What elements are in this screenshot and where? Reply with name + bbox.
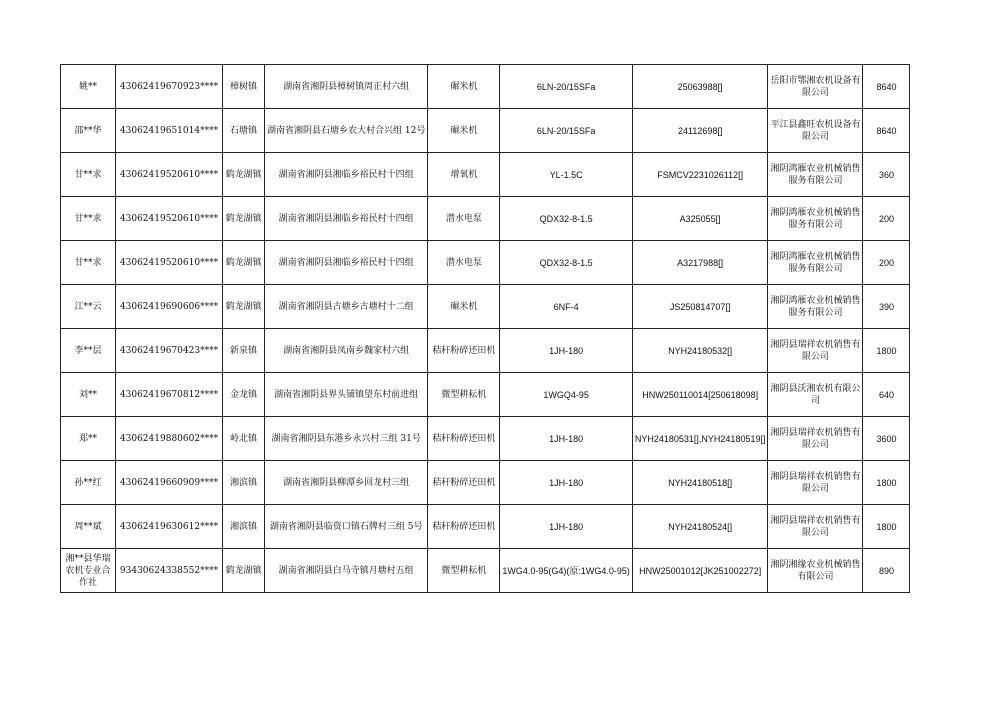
table-row: [61, 549, 910, 593]
cell-model: 1JH-180: [500, 461, 633, 505]
cell-id-number: 43062419670812****: [116, 373, 223, 417]
table-row: [61, 461, 910, 505]
cell-id-number: 43062419520610****: [116, 197, 223, 241]
cell-serial: HNW250110014[250618098]: [632, 373, 768, 417]
cell-dealer: 岳阳市鄂湘农机设备有限公司: [768, 65, 863, 109]
cell-amount: 200: [863, 197, 910, 241]
cell-id-number: 43062419690606****: [116, 285, 223, 329]
cell-address: 湖南省湘阴县湘临乡裕民村十四组: [265, 241, 428, 285]
cell-serial: 24112698[]: [632, 109, 768, 153]
cell-name: 江**云: [61, 285, 116, 329]
table-row: [61, 285, 910, 329]
cell-town: 鹤龙湖镇: [223, 153, 265, 197]
cell-serial: NYH24180524[]: [632, 505, 768, 549]
cell-machine-type: 秸秆粉碎还田机: [428, 329, 500, 373]
cell-id-number: 93430624338552****: [116, 549, 223, 593]
cell-address: 湖南省湘阴县白马寺镇月塘村五组: [265, 549, 428, 593]
cell-machine-type: 碾米机: [428, 65, 500, 109]
cell-town: 湘滨镇: [223, 505, 265, 549]
cell-town: 湘滨镇: [223, 461, 265, 505]
cell-serial: NYH24180531[],NYH24180519[]: [632, 417, 768, 461]
cell-town: 鹤龙湖镇: [223, 549, 265, 593]
table-row: [61, 197, 910, 241]
cell-model: QDX32-8-1.5: [500, 241, 633, 285]
cell-serial: HNW25001012[JK251002272]: [632, 549, 768, 593]
cell-model: 1JH-180: [500, 329, 633, 373]
cell-serial: A3217988[]: [632, 241, 768, 285]
cell-town: 新泉镇: [223, 329, 265, 373]
cell-id-number: 43062419880602****: [116, 417, 223, 461]
cell-dealer: 湘阴鸿雁农业机械销售服务有限公司: [768, 285, 863, 329]
cell-model: 6NF-4: [500, 285, 633, 329]
cell-model: 1WGQ4-95: [500, 373, 633, 417]
cell-town: 鹤龙湖镇: [223, 241, 265, 285]
cell-machine-type: 碾米机: [428, 109, 500, 153]
cell-address: 湖南省湘阴县湘临乡裕民村十四组: [265, 197, 428, 241]
cell-address: 湖南省湘阴县石塘乡农大村合兴组 12号: [265, 109, 428, 153]
cell-machine-type: 微型耕耘机: [428, 549, 500, 593]
cell-serial: A325055[]: [632, 197, 768, 241]
cell-dealer: 湘阴鸿雁农业机械销售服务有限公司: [768, 153, 863, 197]
cell-serial: 25063988[]: [632, 65, 768, 109]
cell-amount: 1800: [863, 505, 910, 549]
cell-dealer: 湘阴县瑞祥农机销售有限公司: [768, 505, 863, 549]
cell-address: 湖南省湘阴县界头铺镇望东村前进组: [265, 373, 428, 417]
cell-name: 姚**: [61, 65, 116, 109]
cell-machine-type: 潜水电泵: [428, 241, 500, 285]
cell-model: 6LN-20/15SFa: [500, 65, 633, 109]
cell-machine-type: 秸秆粉碎还田机: [428, 505, 500, 549]
cell-id-number: 43062419670423****: [116, 329, 223, 373]
cell-model: 6LN-20/15SFa: [500, 109, 633, 153]
cell-name: 孙**红: [61, 461, 116, 505]
cell-machine-type: 碾米机: [428, 285, 500, 329]
cell-address: 湖南省湘阴县东港乡永兴村三组 31号: [265, 417, 428, 461]
cell-amount: 8640: [863, 65, 910, 109]
cell-dealer: 湘阴湘缘农业机械销售有限公司: [768, 549, 863, 593]
cell-address: 湖南省湘阴县柳潭乡回龙村三组: [265, 461, 428, 505]
cell-name: 甘**求: [61, 241, 116, 285]
cell-address: 湖南省湘阴县古塘乡古塘村十二组: [265, 285, 428, 329]
cell-machine-type: 增氧机: [428, 153, 500, 197]
cell-town: 鹤龙湖镇: [223, 197, 265, 241]
cell-serial: NYH24180518[]: [632, 461, 768, 505]
cell-name: 刘**: [61, 373, 116, 417]
table-row: [61, 505, 910, 549]
cell-address: 湖南省湘阴县樟树镇周正村六组: [265, 65, 428, 109]
cell-model: QDX32-8-1.5: [500, 197, 633, 241]
cell-address: 湖南省湘阴县凤南乡魏家村六组: [265, 329, 428, 373]
cell-id-number: 43062419520610****: [116, 153, 223, 197]
cell-id-number: 43062419651014****: [116, 109, 223, 153]
cell-id-number: 43062419520610****: [116, 241, 223, 285]
cell-town: 石塘镇: [223, 109, 265, 153]
cell-address: 湖南省湘阴县临资口镇石牌村三组 5号: [265, 505, 428, 549]
cell-id-number: 43062419670923****: [116, 65, 223, 109]
cell-town: 金龙镇: [223, 373, 265, 417]
cell-amount: 360: [863, 153, 910, 197]
cell-id-number: 43062419630612****: [116, 505, 223, 549]
table-row: [61, 65, 910, 109]
cell-serial: FSMCV2231026112[]: [632, 153, 768, 197]
cell-name: 甘**求: [61, 197, 116, 241]
table-row: [61, 241, 910, 285]
cell-machine-type: 潜水电泵: [428, 197, 500, 241]
cell-amount: 1800: [863, 329, 910, 373]
cell-name: 甘**求: [61, 153, 116, 197]
table-row: [61, 329, 910, 373]
cell-model: YL-1.5C: [500, 153, 633, 197]
cell-amount: 200: [863, 241, 910, 285]
cell-town: 樟树镇: [223, 65, 265, 109]
cell-address: 湖南省湘阴县湘临乡裕民村十四组: [265, 153, 428, 197]
cell-model: 1WG4.0-95(G4)(原:1WG4.0-95): [500, 549, 633, 593]
cell-machine-type: 秸秆粉碎还田机: [428, 417, 500, 461]
cell-name: 湘**县华瑞农机专业合作社: [61, 549, 116, 593]
table-row: [61, 417, 910, 461]
cell-amount: 890: [863, 549, 910, 593]
cell-machine-type: 秸秆粉碎还田机: [428, 461, 500, 505]
table-row: [61, 153, 910, 197]
cell-dealer: 湘阴县瑞祥农机销售有限公司: [768, 329, 863, 373]
cell-town: 岭北镇: [223, 417, 265, 461]
cell-dealer: 湘阴县瑞祥农机销售有限公司: [768, 461, 863, 505]
cell-dealer: 湘阴鸿雁农业机械销售服务有限公司: [768, 241, 863, 285]
cell-name: 邵**华: [61, 109, 116, 153]
cell-name: 周**斌: [61, 505, 116, 549]
cell-amount: 3600: [863, 417, 910, 461]
cell-dealer: 湘阴县瑞祥农机销售有限公司: [768, 417, 863, 461]
cell-dealer: 湘阴鸿雁农业机械销售服务有限公司: [768, 197, 863, 241]
cell-model: 1JH-180: [500, 505, 633, 549]
table-row: [61, 373, 910, 417]
cell-serial: NYH24180532[]: [632, 329, 768, 373]
table-row: [61, 109, 910, 153]
cell-name: 郑**: [61, 417, 116, 461]
cell-amount: 8640: [863, 109, 910, 153]
cell-dealer: 湘阴县沃湘农机有限公司: [768, 373, 863, 417]
cell-model: 1JH-180: [500, 417, 633, 461]
cell-amount: 390: [863, 285, 910, 329]
subsidy-table: [60, 64, 910, 593]
cell-serial: JS250814707[]: [632, 285, 768, 329]
cell-amount: 1800: [863, 461, 910, 505]
table-body: [61, 65, 910, 593]
cell-amount: 640: [863, 373, 910, 417]
cell-town: 鹤龙湖镇: [223, 285, 265, 329]
cell-dealer: 平江县鑫旺农机设备有限公司: [768, 109, 863, 153]
cell-machine-type: 微型耕耘机: [428, 373, 500, 417]
cell-id-number: 43062419660909****: [116, 461, 223, 505]
cell-name: 李**层: [61, 329, 116, 373]
